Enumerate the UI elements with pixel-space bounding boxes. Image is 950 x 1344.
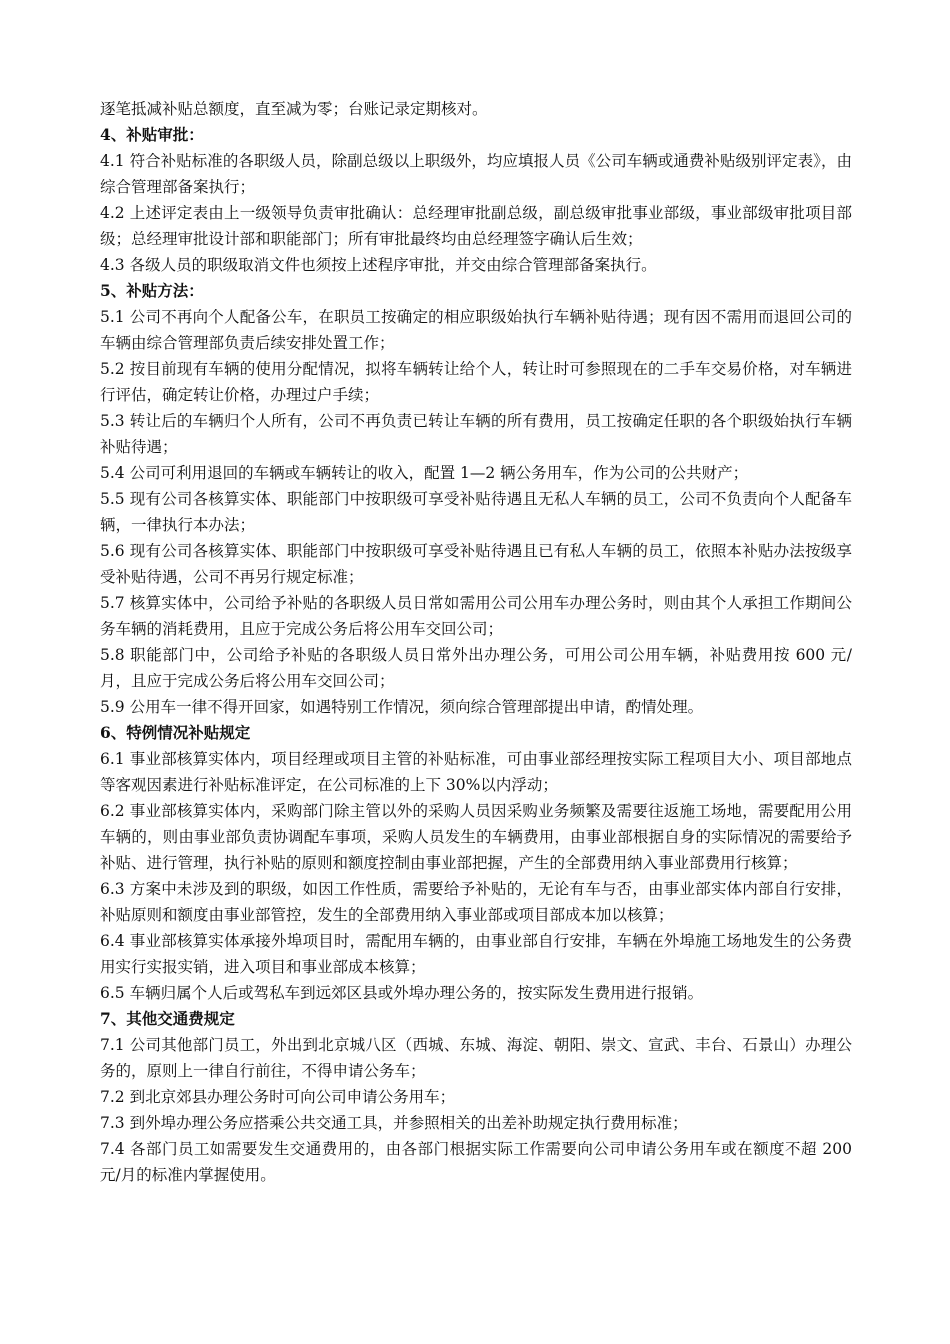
paragraph-4-3: 4.3 各级人员的职级取消文件也须按上述程序审批，并交由综合管理部备案执行。 [100,256,657,274]
paragraph-4-2: 4.2 上述评定表由上一级领导负责审批确认：总经理审批副总级，副总级审批事业部级，事业部级审批项目部级；总经理审批设计部和职能部门；所有审批最终均由总经理签字确认后生效； [100,204,852,248]
paragraph-6-5: 6.5 车辆归属个人后或驾私车到远郊区县或外埠办理公务的，按实际发生费用进行报销。 [100,984,704,1002]
paragraph-5-7: 5.7 核算实体中，公司给予补贴的各职级人员日常如需用公司公用车办理公务时，则由其个人承担工作期间公务车辆的消耗费用，且应于完成公务后将公用车交回公司； [100,594,852,638]
section-heading-4: 4、补贴审批： [100,125,204,144]
paragraph-6-3: 6.3 方案中未涉及到的职级，如因工作性质，需要给予补贴的，无论有车与否，由事业部实体内部自行安排，补贴原则和额度由事业部管控，发生的全部费用纳入事业部或项目部成本加以核算； [100,880,852,924]
paragraph-7-2: 7.2 到北京郊县办理公务时可向公司申请公务用车； [100,1088,456,1106]
paragraph-5-5: 5.5 现有公司各核算实体、职能部门中按职级可享受补贴待遇且无私人车辆的员工，公司不负责向个人配备车辆，一律执行本办法； [100,490,852,534]
paragraph-5-3: 5.3 转让后的车辆归个人所有，公司不再负责已转让车辆的所有费用，员工按确定任职的各个职级始执行车辆补贴待遇； [100,412,852,456]
paragraph-6-2: 6.2 事业部核算实体内，采购部门除主管以外的采购人员因采购业务频繁及需要往返施工场地，需要配用公用车辆的，则由事业部负责协调配车事项，采购人员发生的车辆费用，由事业部根据自身的实际情况的需要给予补贴、进行管理，执行补贴的原则和额度控制由事业部把握，产生的全部费用纳入事业部费用行核算； [100,802,852,872]
paragraph-7-3: 7.3 到外埠办理公务应搭乘公共交通工具，并参照相关的出差补助规定执行费用标准； [100,1114,688,1132]
paragraph-7-1: 7.1 公司其他部门员工，外出到北京城八区（西城、东城、海淀、朝阳、崇文、宣武、丰台、石景山）办理公务的，原则上一律自行前往，不得申请公务车； [100,1036,852,1080]
section-heading-7: 7、其他交通费规定 [100,1009,235,1028]
paragraph-6-1: 6.1 事业部核算实体内，项目经理或项目主管的补贴标准，可由事业部经理按实际工程项目大小、项目部地点等客观因素进行补贴标准评定，在公司标准的上下 30%以内浮动； [100,750,852,794]
section-heading-5: 5、补贴方法： [100,281,204,300]
paragraph-4-1: 4.1 符合补贴标准的各职级人员，除副总级以上职级外，均应填报人员《公司车辆或通费补贴级别评定表》，由综合管理部备案执行； [100,152,852,196]
paragraph-5-6: 5.6 现有公司各核算实体、职能部门中按职级可享受补贴待遇且已有私人车辆的员工，依照本补贴办法按级享受补贴待遇，公司不再另行规定标准； [100,542,852,586]
paragraph-5-1: 5.1 公司不再向个人配备公车，在职员工按确定的相应职级始执行车辆补贴待遇；现有因不需用而退回公司的车辆由综合管理部负责后续安排处置工作； [100,308,852,352]
paragraph-5-8: 5.8 职能部门中，公司给予补贴的各职级人员日常外出办理公务，可用公司公用车辆，补贴费用按 600 元/月，且应于完成公务后将公用车交回公司； [100,646,852,690]
document-body [100,96,852,1188]
paragraph-continuation: 逐笔抵减补贴总额度，直至减为零；台账记录定期核对。 [100,100,488,118]
paragraph-6-4: 6.4 事业部核算实体承接外埠项目时，需配用车辆的，由事业部自行安排，车辆在外埠施工场地发生的公务费用实行实报实销，进入项目和事业部成本核算； [100,932,852,976]
paragraph-5-9: 5.9 公用车一律不得开回家，如遇特别工作情况，须向综合管理部提出申请，酌情处理。 [100,698,704,716]
paragraph-5-2: 5.2 按目前现有车辆的使用分配情况，拟将车辆转让给个人，转让时可参照现在的二手车交易价格，对车辆进行评估，确定转让价格，办理过户手续； [100,360,852,404]
section-heading-6: 6、特例情况补贴规定 [100,723,251,742]
paragraph-7-4: 7.4 各部门员工如需要发生交通费用的，由各部门根据实际工作需要向公司申请公务用车或在额度不超 200 元/月的标准内掌握使用。 [100,1140,852,1184]
paragraph-5-4: 5.4 公司可利用退回的车辆或车辆转让的收入，配置 1—2 辆公务用车，作为公司的公共财产； [100,464,749,482]
